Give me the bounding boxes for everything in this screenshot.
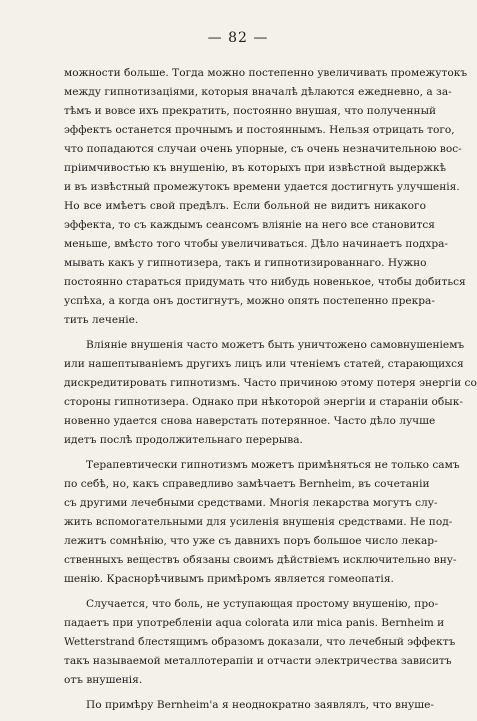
text-line: падаетъ при употребленіи aqua colorata или mica panis. Bernheim и <box>64 617 445 629</box>
text-line: по себѣ, но, какъ справедливо замѣчаетъ Bernheim, въ сочетаніи <box>64 478 430 490</box>
text-line: успѣха, а когда онъ достигнутъ, можно опять постепенно прекра- <box>64 295 435 307</box>
text-line: между гипнотизаціями, которыя вначалѣ дѣлаются ежедневно, а за- <box>64 86 452 98</box>
text-line: постоянно стараться придумать что нибудь новенькое, чтобы добиться <box>64 276 466 288</box>
text-line: отъ внушенія. <box>64 674 143 686</box>
text-line: шенію. Краснорѣчивымъ примѣромъ является гомеопатія. <box>64 573 394 585</box>
text-line: Wetterstrand блестящимъ образомъ доказали, что лечебный эффектъ <box>64 636 456 648</box>
paragraph-3 <box>64 456 460 589</box>
page-number: — 82 — <box>207 30 269 46</box>
text-line: съ другими лечебными средствами. Многія лекарства могутъ слу- <box>64 497 438 509</box>
text-line: дискредитировать гипнотизмъ. Часто причиною этому потеря энергіи со <box>64 377 477 389</box>
text-line: новенно удается снова наверстать потерянное. Часто дѣло лучше <box>64 415 436 427</box>
text-line: ственныхъ веществъ обязаны своимъ дѣйствіемъ исключительно вну- <box>64 554 457 566</box>
text-line: эффектъ останется прочнымъ и постояннымъ. Нельзя отрицать того, <box>64 124 455 136</box>
paragraph-2 <box>64 336 477 450</box>
text-line: тить леченіе. <box>64 314 139 326</box>
paragraph-4 <box>64 595 456 690</box>
paragraph-5 <box>64 696 434 715</box>
text-line: Терапевтически гипнотизмъ можетъ примѣняться не только самъ <box>86 459 460 471</box>
text-line: что попадаются случаи очень упорные, съ очень незначительною вос- <box>64 143 462 155</box>
text-line: стороны гипнотизера. Однако при нѣкоторой энергіи и стараніи обык- <box>64 396 463 408</box>
body-text <box>64 64 477 721</box>
text-line: или нашептываніемъ другихъ лицъ или чтеніемъ статей, старающихся <box>64 358 464 370</box>
text-line: пріимчивостью къ внушенію, въ которыхъ при извѣстной выдержкѣ <box>64 162 447 174</box>
text-line: Но все имѣетъ свой предѣлъ. Если больной не видитъ никакого <box>64 200 426 212</box>
text-line: меньше, вмѣсто того чтобы увеличиваться. Дѣло начинаетъ подхра- <box>64 238 449 250</box>
text-line: жить вспомогательными для усиленія внушенія средствами. Не под- <box>64 516 453 528</box>
text-line: идетъ послѣ продолжительнаго перерыва. <box>64 434 303 446</box>
text-line: эффекта, то съ каждымъ сеансомъ вліяніе на него все становится <box>64 219 435 231</box>
text-line: По примѣру Bernheim'а я неоднократно заявлялъ, что внуше- <box>86 699 434 711</box>
text-line: мывать какъ у гипнотизера, такъ и гипнотизированнаго. Нужно <box>64 257 427 269</box>
text-line: такъ называемой металлотерапіи и отчасти электричества зависитъ <box>64 655 452 667</box>
paragraph-1 <box>64 64 468 330</box>
text-line: Случается, что боль, не уступающая простому внушенію, про- <box>86 598 439 610</box>
text-line: тѣмъ и вовсе ихъ прекратить, постоянно внушая, что полученный <box>64 105 437 117</box>
text-line: лежитъ сомнѣнію, что уже съ давнихъ поръ большое число лекар- <box>64 535 438 547</box>
text-line: можности больше. Тогда можно постепенно увеличивать промежутокъ <box>64 67 468 79</box>
text-line: Вліяніе внушенія часто можетъ быть уничтожено самовнушеніемъ <box>86 339 465 351</box>
text-line: и въ извѣстный промежутокъ времени удается достигнуть улучшенія. <box>64 181 460 193</box>
